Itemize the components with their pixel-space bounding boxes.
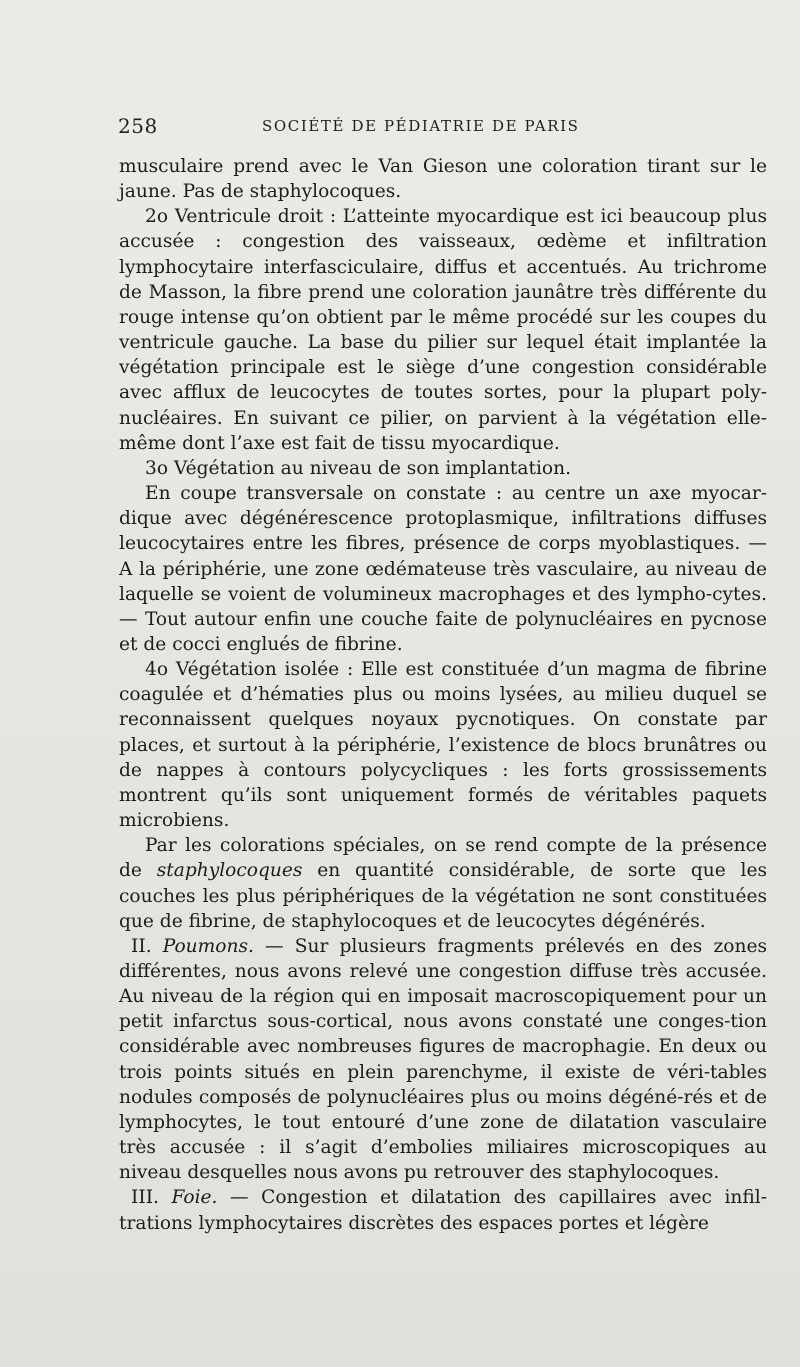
special-stains-text-start: Par les colorations spéciales, on se rend compte de la présence de: [119, 835, 767, 882]
paragraph-right-ventricle: 2o Ventricule droit : L’atteinte myocardique est ici beaucoup plus accusée : congestion des vaisseaux, œdème et infiltration lymphocytaire interfasciculaire, diffus et accentués. Au trichrome de Masson, la fibre prend une coloration jaunâtre très différente du rouge intense qu’on obtient par le même procédé sur les coupes du ventricule gauche. La base du pilier sur lequel était implantée la végétation principale est le siège d’une congestion considérable avec afflux de leucocytes de toutes sortes, pour la plupart poly-nucléaires. En suivant ce pilier, on parvient à la végétation elle-même dont l’axe est fait de tissu myocardique.: [119, 206, 767, 454]
paragraph-special-stains: [119, 833, 767, 934]
staphylococci-italic: staphylocoques: [156, 860, 303, 882]
paragraph-cross-section: En coupe transversale on constate : au centre un axe myocar-dique avec dégénérescence protoplasmique, infiltrations diffuses leucocytaires entre les fibres, présence de corps myoblastiques. — A la périphérie, une zone œdémateuse très vasculaire, au niveau de laquelle se voient de volumineux macrophages et des lympho-cytes. — Tout autour enfin une couche faite de polynucléaires en pycnose et de cocci englués de fibrine.: [119, 483, 767, 655]
lungs-heading: Poumons.: [162, 935, 254, 957]
paragraph-lungs: [119, 934, 767, 1186]
paragraph-continuation: musculaire prend avec le Van Gieson une coloration tirant sur le jaune. Pas de staphylocoques.: [119, 156, 767, 203]
special-stains-text-end: en quantité considérable, de sorte que les couches les plus périphériques de la végétation ne sont constituées que de fibrine, de staphylocoques et de leucocytes dégénérés.: [119, 860, 768, 932]
lungs-text: — Sur plusieurs fragments prélevés en des zones différentes, nous avons relevé une congestion diffuse très accusée. Au niveau de la région qui en imposait macroscopiquement pour un petit infarctus sous-cortical, nous avons constaté une conges-tion considérable avec nombreuses figures de macrophagie. En deux ou trois points situés en plein parenchyme, il existe de véri-tables nodules composés de polynucléaires plus ou moins dégéné-rés et de lymphocytes, le tout entouré d’une zone de dilatation vasculaire très accusée : il s’agit d’embolies miliaires microscopiques au niveau desquelles nous avons pu retrouver des staphylocoques.: [119, 935, 767, 1184]
lungs-numeral: II.: [131, 935, 163, 957]
liver-numeral: III.: [131, 1187, 172, 1209]
paragraph-vegetation-implantation: 3o Végétation au niveau de son implantation.: [145, 457, 571, 479]
liver-heading: Foie.: [171, 1187, 218, 1209]
paragraph-isolated-vegetation: 4o Végétation isolée : Elle est constituée d’un magma de fibrine coagulée et d’hématies plus ou moins lysées, au milieu duquel se reconnaissent quelques noyaux pycnotiques. On constate par places, et surtout à la périphérie, l’existence de blocs brunâtres ou de nappes à contours polycycliques : les forts grossissements montrent qu’ils sont uniquement formés de véritables paquets microbiens.: [119, 659, 767, 832]
body-text: [119, 154, 767, 1236]
liver-text: — Congestion et dilatation des capillaires avec infil-trations lymphocytaires discrètes des espaces portes et légère: [119, 1187, 767, 1234]
page-header: [118, 114, 768, 142]
page-number: 258: [118, 114, 158, 138]
paragraph-liver: [119, 1185, 767, 1235]
running-head: SOCIÉTÉ DE PÉDIATRIE DE PARIS: [262, 117, 580, 135]
